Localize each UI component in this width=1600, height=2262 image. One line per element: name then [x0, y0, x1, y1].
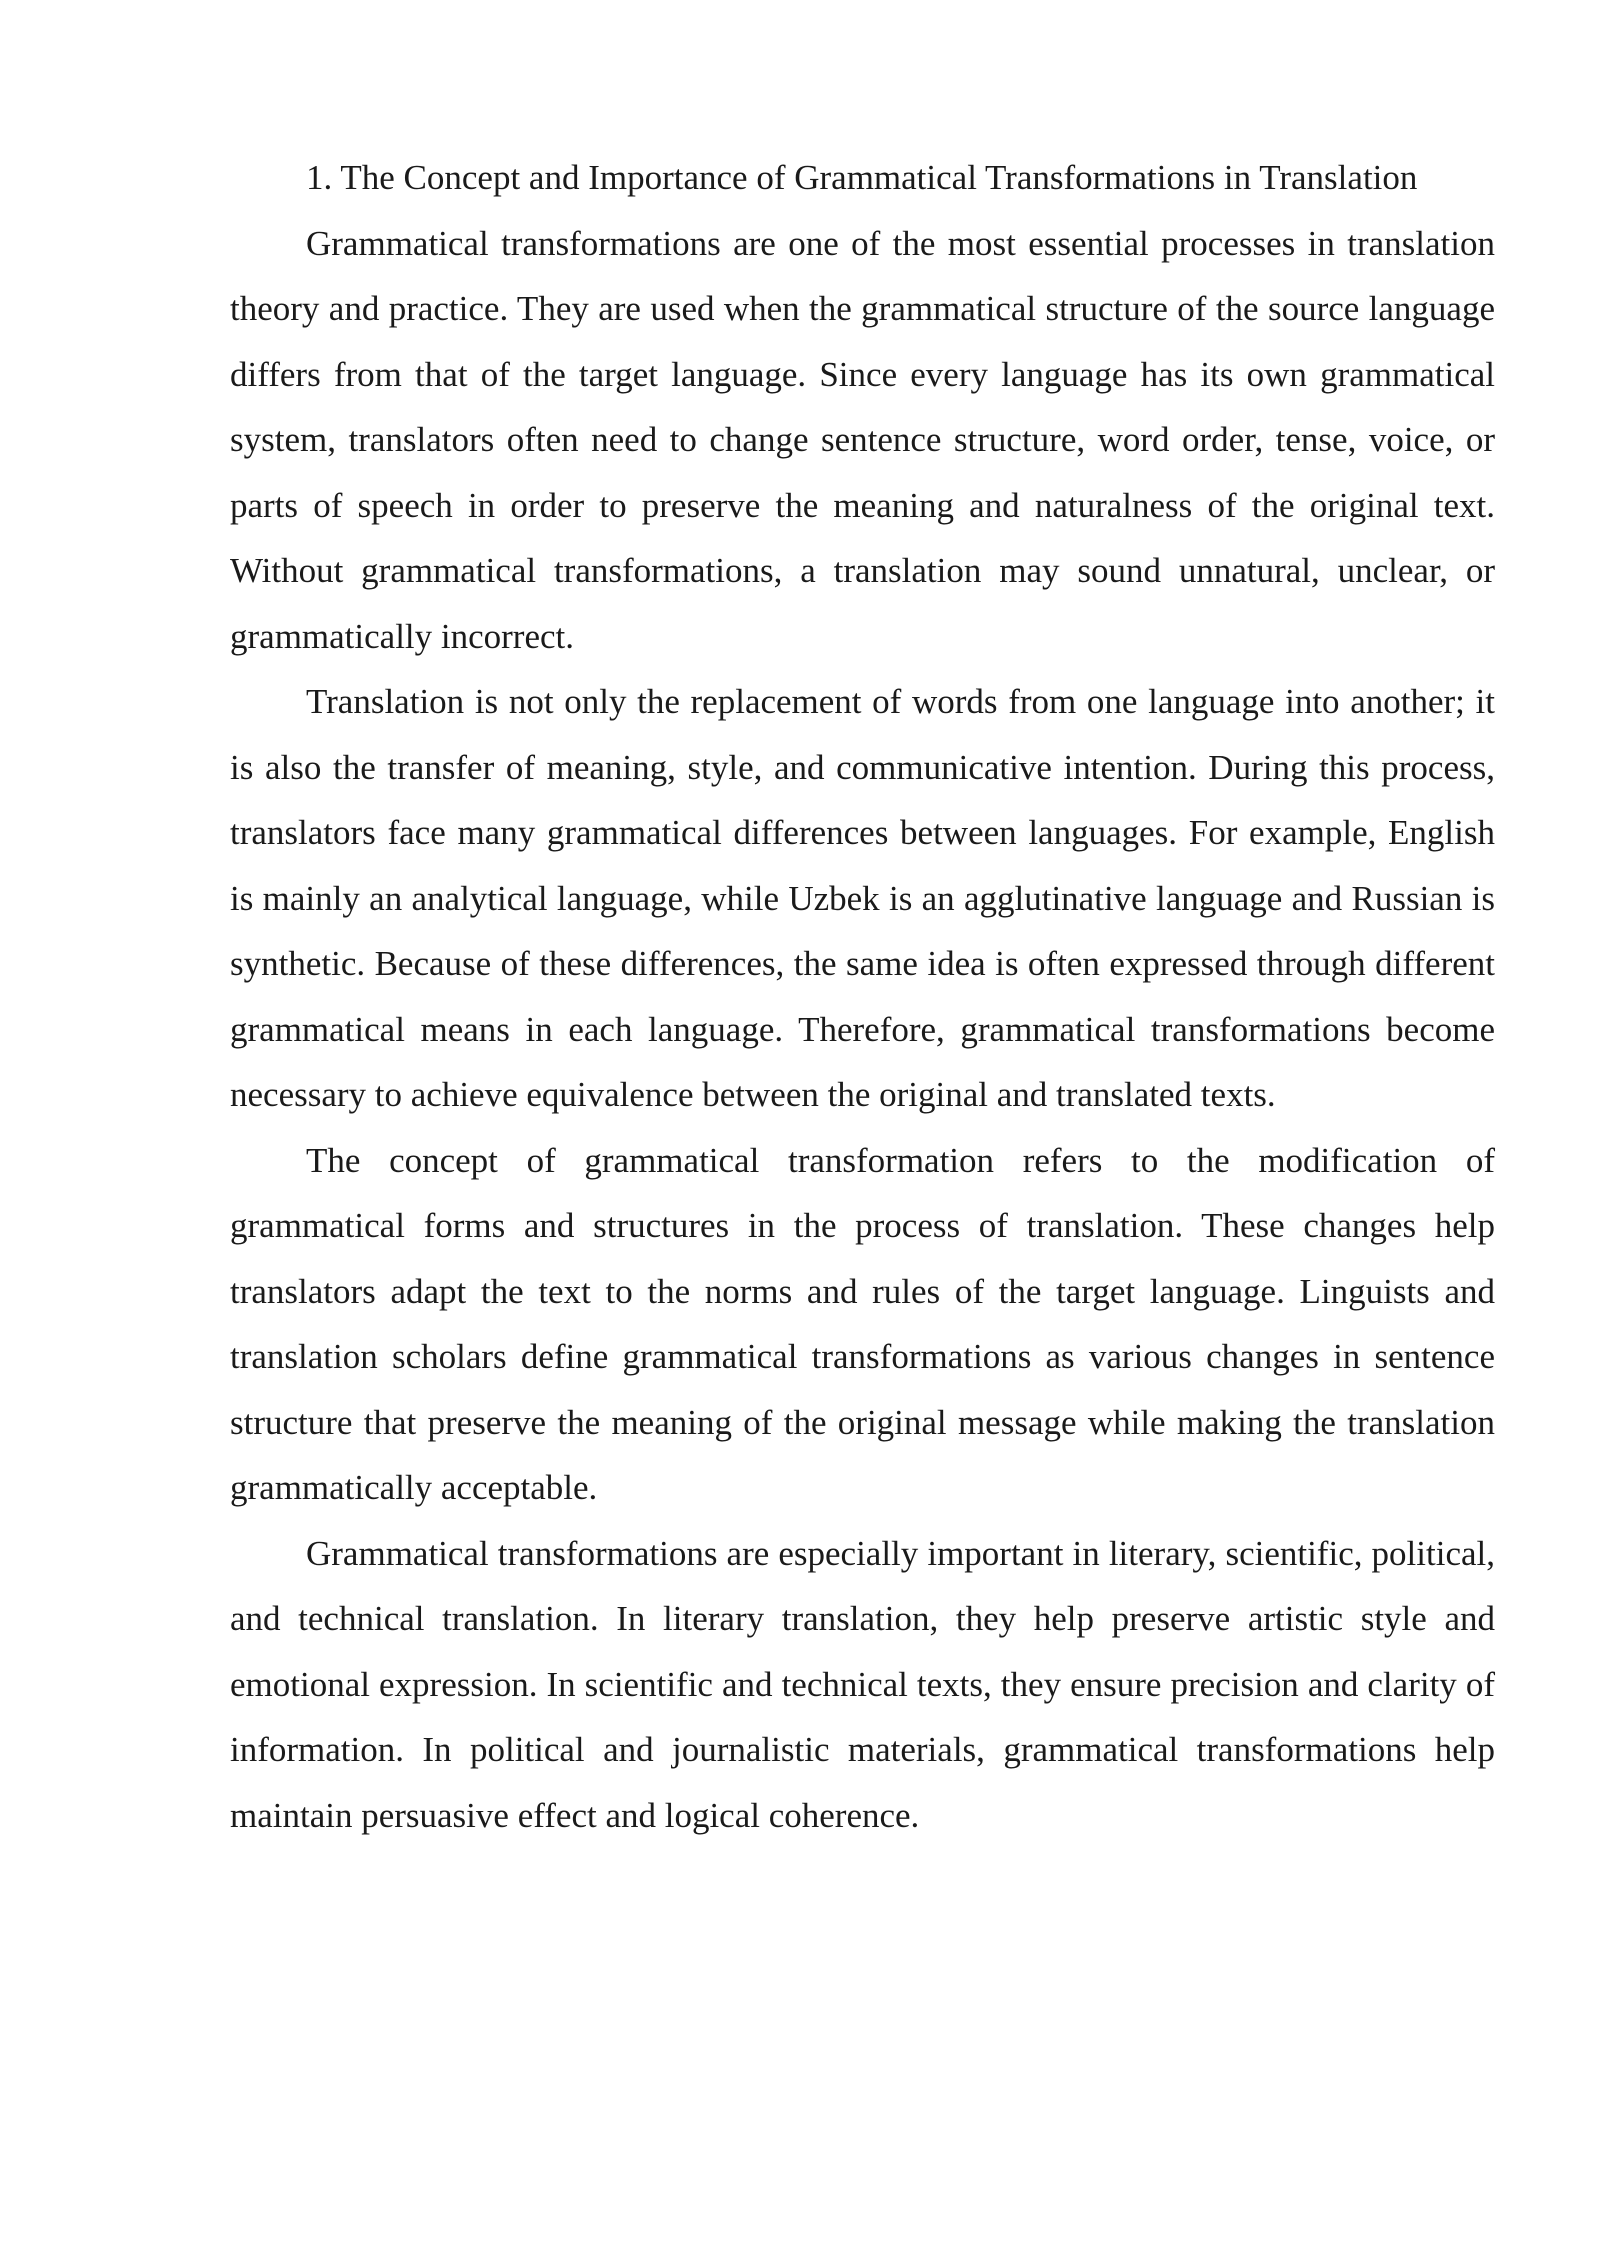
paragraph-1: Grammatical transformations are one of the most essential processes in translation theory and practice. They are used when the grammatical structure of the source language differs from that of the target language. Since every language has its own grammatical system, translators often need to change sentence structure, word order, tense, voice, or parts of speech in order to preserve the meaning and naturalness of the original text. Without grammatical transformations, a translation may sound unnatural, unclear, or grammatically incorrect. — [230, 223, 1495, 656]
document-body — [230, 145, 1495, 1848]
paragraph-3: The concept of grammatical transformation refers to the modification of grammatical forms and structures in the process of translation. These changes help translators adapt the text to the norms and rules of the target language. Linguists and translation scholars define grammatical transformations as various changes in sentence structure that preserve the meaning of the original message while making the translation grammatically acceptable. — [230, 1140, 1495, 1507]
section-heading: 1. The Concept and Importance of Grammatical Transformations in Translation — [306, 158, 1418, 197]
paragraph-4: Grammatical transformations are especially important in literary, scientific, political, and technical translation. In literary translation, they help preserve artistic style and emotional expression. In scientific and technical texts, they ensure precision and clarity of information. In political and journalistic materials, grammatical transformations help maintain persuasive effect and logical coherence. — [230, 1533, 1495, 1835]
paragraph-2: Translation is not only the replacement of words from one language into another; it is also the transfer of meaning, style, and communicative intention. During this process, translators face many grammatical differences between languages. For example, English is mainly an analytical language, while Uzbek is an agglutinative language and Russian is synthetic. Because of these differences, the same idea is often expressed through different grammatical means in each language. Therefore, grammatical transformations become necessary to achieve equivalence between the original and translated texts. — [230, 682, 1495, 1114]
